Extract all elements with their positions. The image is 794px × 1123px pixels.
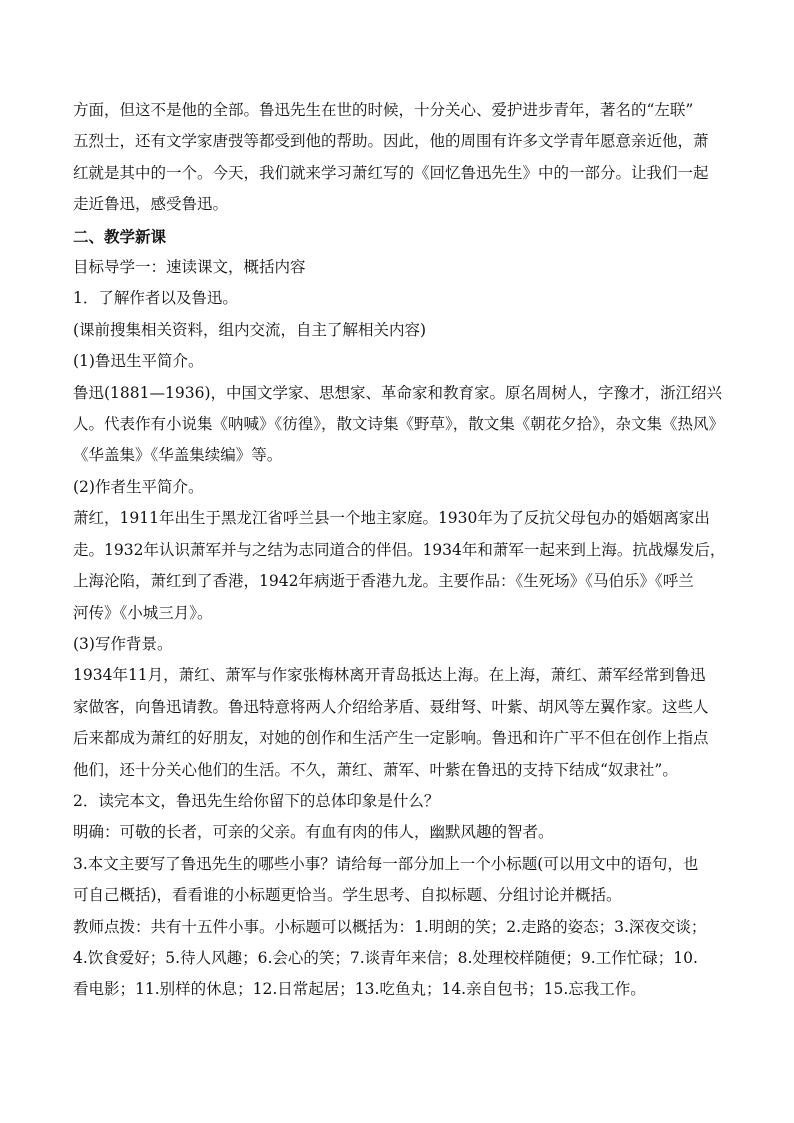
- author-bio-line: 上海沦陷，萧红到了香港，1942年病逝于香港九龙。主要作品：《生死场》《马伯乐》《呼兰: [73, 572, 694, 591]
- author-bio-paragraph: [73, 503, 728, 629]
- section-heading: 二、教学新课: [73, 226, 167, 246]
- question-1-title: 1．了解作者以及鲁迅。: [73, 289, 238, 308]
- teacher-comment-line: 4.饮食爱好；5.待人风趣；6.会心的笑；7.谈青年来信；8.处理校样随便；9.工作忙碌；10.: [73, 948, 698, 967]
- luxun-bio-paragraph: [73, 378, 728, 472]
- question-3: [73, 849, 728, 912]
- background-line: 他们，还十分关心他们的生活。不久，萧红、萧军、叶紫在鲁迅的支持下结成“奴隶社”。: [73, 760, 678, 779]
- intro-line: 红就是其中的一个。今天，我们就来学习萧红写的《回忆鲁迅先生》中的一部分。让我们一起: [73, 163, 709, 182]
- background-line: 1934年11月，萧红、萧军与作家张梅林离开青岛抵达上海。在上海，萧红、萧军经常到鲁迅: [73, 666, 706, 685]
- question-1-note: (课前搜集相关资料，组内交流，自主了解相关内容): [73, 320, 427, 339]
- question-2-title: 2．读完本文，鲁迅先生给你留下的总体印象是什么？: [73, 791, 440, 810]
- question-2-answer: 明确：可敬的长者，可亲的父亲。有血有肉的伟人，幽默风趣的智者。: [73, 823, 554, 842]
- author-bio-line: 走。1932年认识萧军并与之结为志同道合的伴侣。1934年和萧军一起来到上海。抗战爆发后，: [73, 540, 726, 559]
- question-3-line: 可自己概括)，看看谁的小标题更恰当。学生思考、自拟标题、分组讨论并概括。: [73, 886, 622, 905]
- intro-line: 方面，但这不是他的全部。鲁迅先生在世的时候，十分关心、爱护进步青年，著名的“左联”: [73, 101, 694, 119]
- intro-paragraph: [73, 95, 728, 221]
- teacher-comment-line: 看电影；11.别样的休息；12.日常起居；13.吃鱼丸；14.亲自包书；15.忘我工作。: [73, 980, 646, 999]
- luxun-bio-line: 人。代表作有小说集《呐喊》《彷徨》，散文诗集《野草》，散文集《朝花夕拾》，杂文集《热风》: [73, 415, 725, 434]
- goal-title: 目标导学一：速读课文，概括内容: [73, 258, 306, 277]
- luxun-bio-line: 鲁迅(1881—1936)，中国文学家、思想家、革命家和教育家。原名周树人，字豫才，浙江绍兴: [73, 383, 722, 402]
- teacher-comment-line: 教师点拨：共有十五件小事。小标题可以概括为：1.明朗的笑；2.走路的姿态；3.深夜交谈；: [73, 917, 707, 936]
- background-line: 家做客，向鲁迅请教。鲁迅特意将两人介绍给茅盾、聂绀弩、叶紫、胡风等左翼作家。这些人: [73, 697, 709, 716]
- luxun-bio-title: (1)鲁迅生平简介。: [73, 352, 204, 371]
- luxun-bio-line: 《华盖集》《华盖集续编》等。: [73, 446, 283, 465]
- background-title: (3)写作背景。: [73, 634, 173, 653]
- author-bio-line: 萧红，1911年出生于黑龙江省呼兰县一个地主家庭。1930年为了反抗父母包办的婚姻离家出: [73, 509, 710, 528]
- teacher-comment: [73, 912, 728, 1006]
- question-3-line: 3.本文主要写了鲁迅先生的哪些小事？请给每一部分加上一个小标题(可以用文中的语句，也: [73, 854, 699, 873]
- intro-line: 五烈士，还有文学家唐弢等都受到他的帮助。因此，他的周围有许多文学青年愿意亲近他，萧: [73, 132, 709, 151]
- intro-line: 走近鲁迅，感受鲁迅。: [73, 195, 229, 214]
- background-paragraph: [73, 660, 728, 786]
- author-bio-title: (2)作者生平简介。: [73, 477, 204, 496]
- author-bio-line: 河传》《小城三月》。: [73, 603, 213, 622]
- background-line: 后来都成为萧红的好朋友，对她的创作和生活产生一定影响。鲁迅和许广平不但在创作上指点: [73, 729, 709, 748]
